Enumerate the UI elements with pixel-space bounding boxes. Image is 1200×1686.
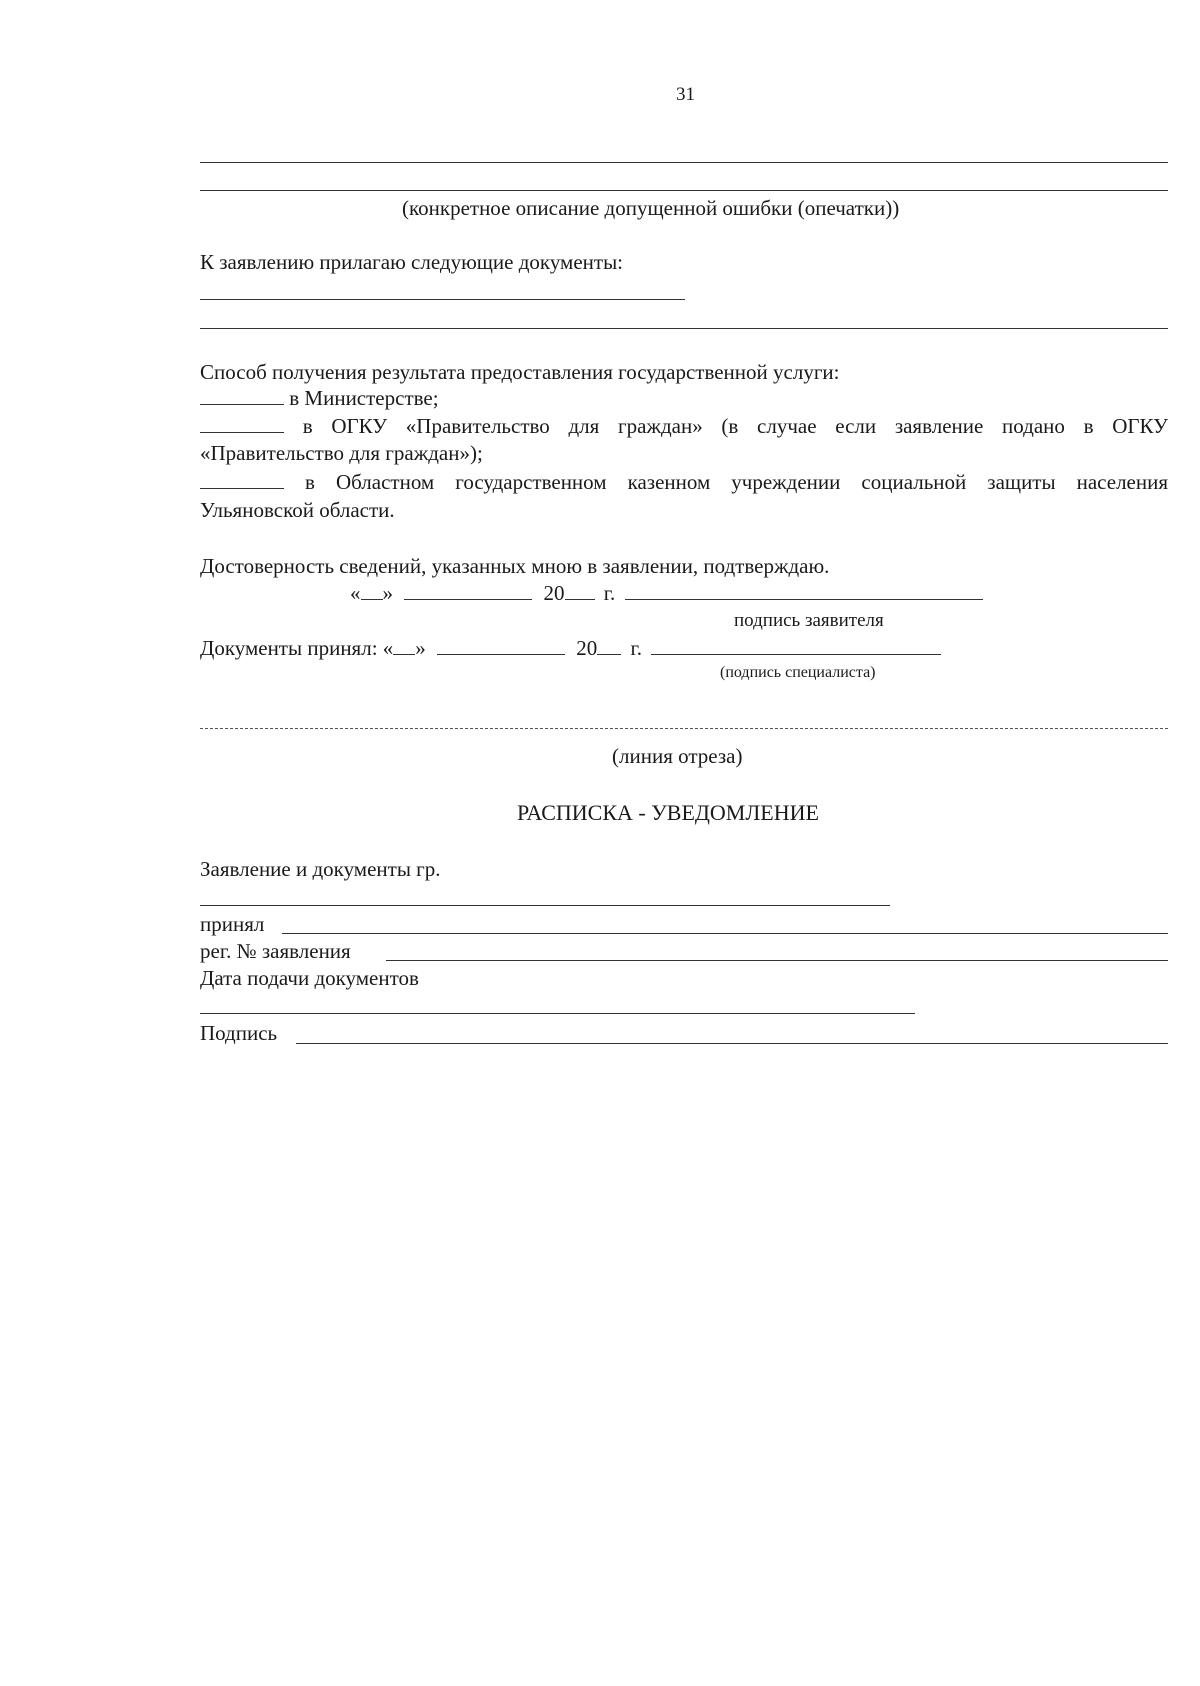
applicant-year-blank[interactable] (565, 581, 595, 600)
receipt-option-ministry (200, 386, 439, 411)
quote-close: » (382, 581, 393, 605)
accepted-by-label: принял (200, 912, 265, 936)
option-social-label-line1: в Областном государственном казенном учреждении социальной защиты населения (305, 470, 1169, 494)
accepted-year-prefix: 20 (576, 636, 598, 660)
cut-line (200, 728, 1168, 729)
receipt-title: РАСПИСКА - УВЕДОМЛЕНИЕ (517, 800, 819, 825)
attachments-line-2[interactable] (200, 328, 1168, 329)
signature-line[interactable] (296, 1043, 1168, 1044)
applicant-day-blank[interactable] (361, 581, 383, 600)
accepted-quote-close: » (415, 636, 426, 660)
submission-date-label: Дата подачи документов (200, 966, 419, 990)
accepted-year-blank[interactable] (597, 636, 621, 655)
applicant-signature-line[interactable] (625, 581, 983, 600)
option-ogku-label-line2: «Правительство для граждан»); (200, 441, 483, 465)
option-ministry-blank[interactable] (200, 386, 284, 405)
reg-number-line[interactable] (386, 960, 1168, 961)
accepted-day-blank[interactable] (393, 636, 415, 655)
receipt-method-heading: Способ получения результата предоставления государственной услуги: (200, 360, 840, 384)
applicant-name-line[interactable] (200, 905, 890, 906)
error-description-line-1[interactable] (200, 162, 1168, 163)
receipt-option-social (200, 470, 1168, 495)
page-number: 31 (676, 84, 695, 105)
option-social-blank[interactable] (200, 470, 284, 489)
option-ogku-blank[interactable] (200, 414, 284, 433)
year-suffix: г. (603, 581, 616, 605)
cut-line-caption: (линия отреза) (612, 744, 743, 768)
year-prefix: 20 (543, 581, 565, 605)
quote-open: « (350, 581, 361, 605)
specialist-signature-caption: (подпись специалиста) (720, 664, 876, 681)
attachments-label: К заявлению прилагаю следующие документы: (200, 250, 624, 274)
applicant-signature-caption: подпись заявителя (734, 610, 884, 631)
accepted-month-blank[interactable] (437, 636, 565, 655)
signature-label: Подпись (200, 1021, 278, 1045)
accepted-label: Документы принял: « (200, 636, 394, 660)
option-social-label-line2: Ульяновской области. (200, 498, 395, 522)
documents-from-label: Заявление и документы гр. (200, 857, 441, 881)
error-description-caption: (конкретное описание допущенной ошибки (опечатки)) (402, 196, 900, 220)
attachments-line-1[interactable] (200, 299, 685, 300)
error-description-line-2[interactable] (200, 190, 1168, 191)
specialist-signature-line[interactable] (651, 636, 941, 655)
accepted-year-suffix: г. (630, 636, 643, 660)
receipt-option-ogku (200, 414, 1168, 439)
applicant-month-blank[interactable] (404, 581, 532, 600)
option-ogku-label-line1: в ОГКУ «Правительство для граждан» (в случае если заявление подано в ОГКУ (302, 414, 1169, 438)
submission-date-line[interactable] (200, 1013, 915, 1014)
accepted-by-line[interactable] (282, 933, 1168, 934)
applicant-date-row (350, 581, 983, 606)
reg-number-label: рег. № заявления (200, 939, 351, 963)
confirmation-statement: Достоверность сведений, указанных мною в заявлении, подтверждаю. (200, 554, 830, 578)
accepted-row (200, 636, 941, 661)
option-ministry-label: в Министерстве; (289, 386, 439, 410)
